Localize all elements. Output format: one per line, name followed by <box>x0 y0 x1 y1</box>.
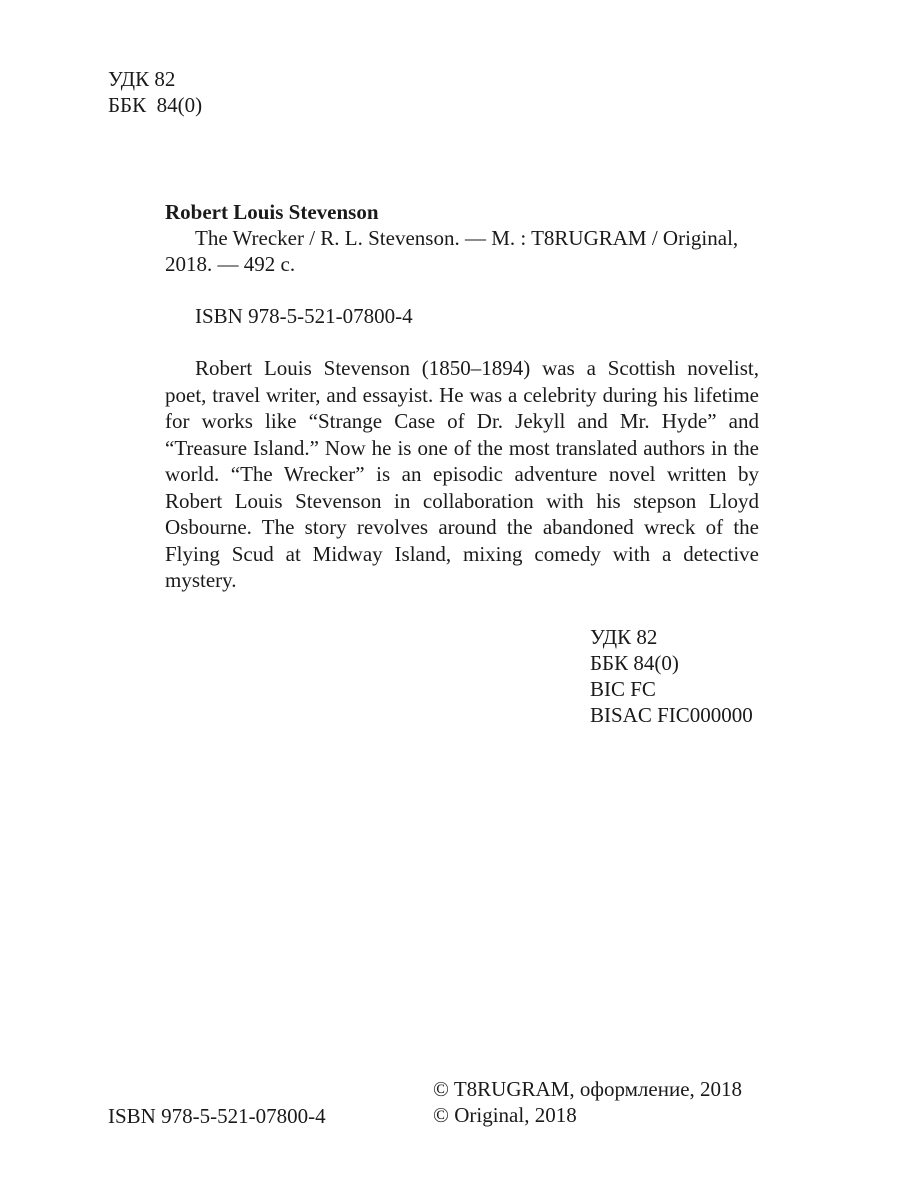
copyright-original: © Original, 2018 <box>433 1103 577 1127</box>
udk-code: УДК 82 <box>108 67 176 91</box>
book-annotation: Robert Louis Stevenson (1850–1894) was a Scottish novelist, poet, travel writer, and essayist. He was a celebrity during his lifetime for works like “Strange Case of Dr. Jekyll and Mr. Hyde” and “Treasure Island.” Now he is one of the most translated authors in the world. “The Wrecker” is an episodic adventure novel written by Robert Louis Stevenson in collaboration with his stepson Lloyd Osbourne. The story revolves around the abandoned wreck of the Flying Scud at Midway Island, mixing comedy with a detective mystery. <box>165 356 759 592</box>
top-classification-block <box>108 66 202 118</box>
bisac-code: BISAC FIC000000 <box>590 703 753 727</box>
udk-code-right: УДК 82 <box>590 625 658 649</box>
bbk-code-right: ББК 84(0) <box>590 651 679 675</box>
bic-code: BIC FC <box>590 677 656 701</box>
copyright-publisher: © T8RUGRAM, оформление, 2018 <box>433 1077 743 1101</box>
author-name: Robert Louis Stevenson <box>165 200 379 224</box>
catalog-card <box>165 199 759 594</box>
isbn-inline: ISBN 978-5-521-07800-4 <box>195 304 413 328</box>
bibliographic-reference: The Wrecker / R. L. Stevenson. — M. : T8RUGRAM / Original, 2018. — 492 с. <box>165 226 739 276</box>
bottom-isbn: ISBN 978-5-521-07800-4 <box>108 1104 326 1128</box>
bbk-code: ББК 84(0) <box>108 93 203 117</box>
right-classification-block <box>590 624 753 728</box>
copyright-block <box>433 1076 742 1128</box>
